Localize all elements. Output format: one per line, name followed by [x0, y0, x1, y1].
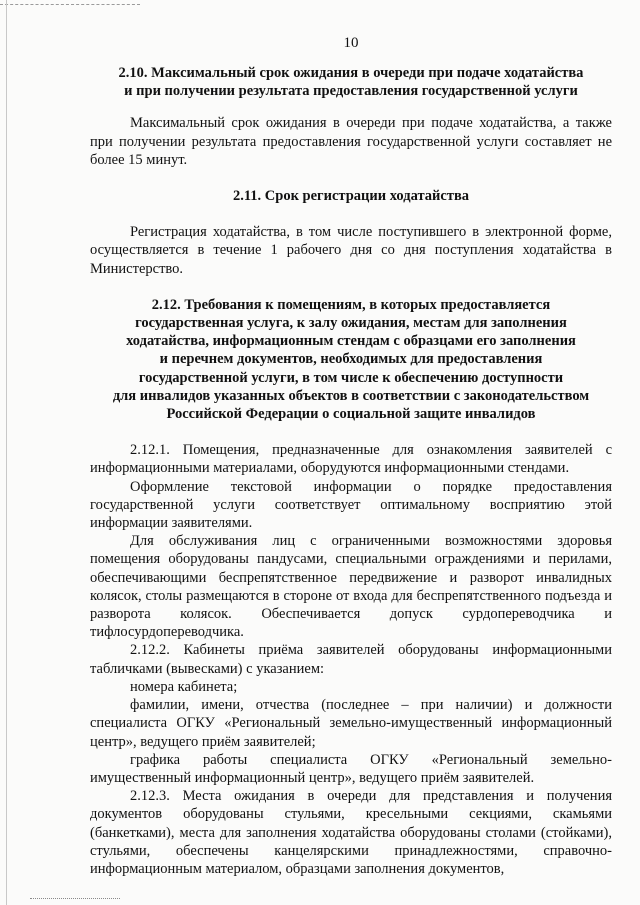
section-2-12-title: [90, 296, 612, 423]
section-2-11-title: 2.11. Срок регистрации ходатайства: [232, 188, 470, 205]
paragraph-2-12-1: 2.12.1. Помещения, предназначенные для ознакомления заявителей с информационными материалами, оборудуются информационными стендами.: [90, 442, 612, 477]
section-2-11-text: Регистрация ходатайства, в том числе поступившего в электронной форме, осуществляется в течение 1 рабочего дня со дня поступления ходатайства в Министерство.: [90, 224, 612, 277]
heading-line: 2.10. Максимальный срок ожидания в очереди при подаче ходатайства: [118, 65, 584, 81]
paragraph-2-12-2: 2.12.2. Кабинеты приёма заявителей оборудованы информационными табличками (вывесками) с указанием:: [90, 642, 612, 677]
heading-line: для инвалидов указанных объектов в соответствии с законодательством: [112, 387, 590, 404]
list-item-room-number: номера кабинета;: [130, 678, 238, 695]
page-number: 10: [343, 35, 359, 51]
heading-line: ходатайства, информационным стендам с образцами его заполнения: [126, 333, 576, 350]
section-2-10-title: [90, 64, 612, 100]
paragraph-2-12-3: 2.12.3. Места ожидания в очереди для представления и получения документов оборудованы стульями, кресельными секциями, скамьями (банкетками), места для заполнения ходатайства оборудованы столами (стойками), стульями, обеспечены канцелярскими принадлежностями, справочно-информационным материалом, образцами заполнения документов,: [90, 788, 612, 877]
heading-line: Российской Федерации о социальной защите инвалидов: [166, 406, 536, 423]
scan-edge-left: [6, 0, 7, 905]
heading-line: 2.12. Требования к помещениям, в которых предоставляется: [151, 296, 551, 313]
scan-edge-top: [0, 4, 140, 5]
scan-edge-bottom: [30, 898, 120, 899]
paragraph-text-formatting: Оформление текстовой информации о порядке предоставления государственной услуги соответствует оптимальному восприятию этой информации заявителями.: [90, 478, 612, 532]
heading-line: и при получении результата предоставления государственной услуги: [124, 83, 578, 100]
heading-line: государственной услуги, в том числе к обеспечению доступности: [138, 369, 564, 386]
heading-line: государственная услуга, к залу ожидания, местам для заполнения: [135, 315, 567, 332]
paragraph-accessibility: Для обслуживания лиц с ограниченными возможностями здоровья помещения оборудованы пандусами, специальными ограждениями и перилами, обеспечивающими беспрепятственное передвижение и разворот инвалидных колясок, столы размещаются в стороне от входа для беспрепятственного подъезда и разворота колясок. Обеспечивается допуск сурдопереводчика и тифлосурдопереводчика.: [90, 533, 612, 641]
list-item-work-schedule: графика работы специалиста ОГКУ «Региональный земельно-имущественный информационный центр», ведущего приём заявителей.: [90, 751, 612, 786]
list-item-specialist-name: фамилии, имени, отчества (последнее – при наличии) и должности специалиста ОГКУ «Региональный земельно-имущественный информационный центр», ведущего приём заявителей;: [90, 697, 612, 750]
section-2-10-text: Максимальный срок ожидания в очереди при подаче ходатайства, а также при получении результата предоставления государственной услуги составляет не более 15 минут.: [90, 115, 612, 168]
heading-line: и перечнем документов, необходимых для предоставления: [159, 351, 543, 368]
